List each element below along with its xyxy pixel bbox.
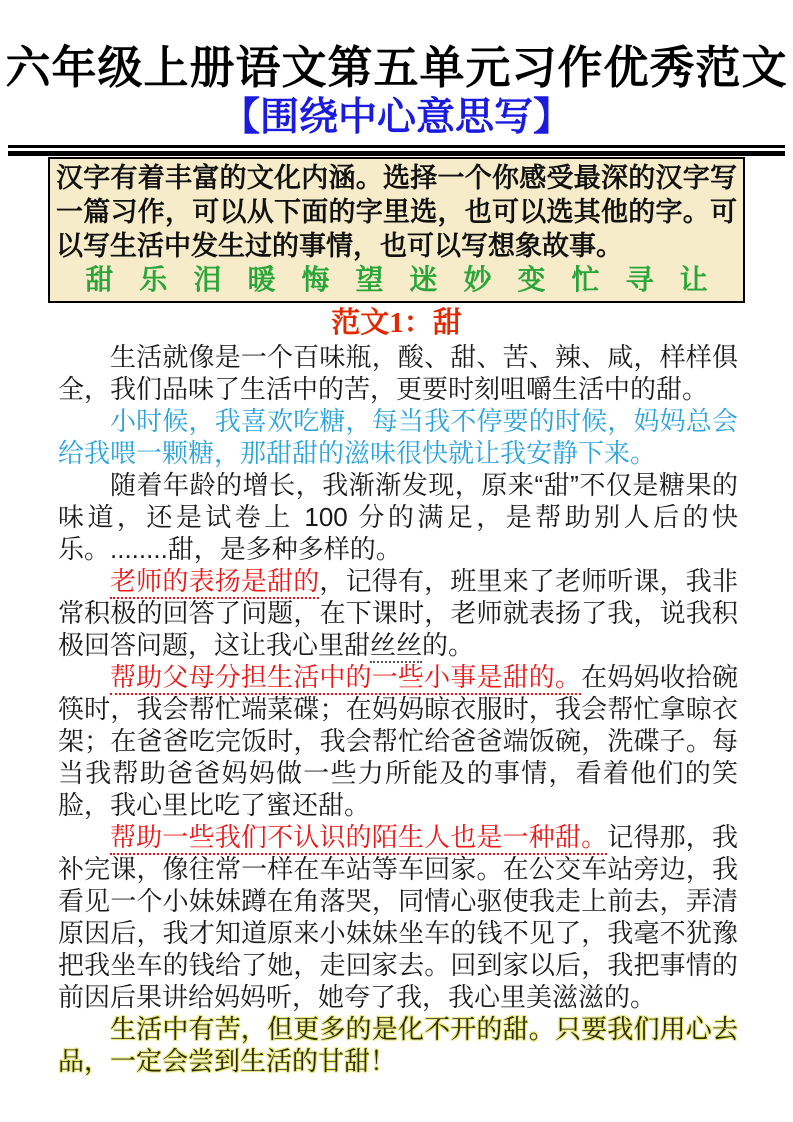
prompt-character: 妙 — [463, 265, 492, 296]
essay-paragraph — [58, 821, 738, 1013]
text-segment-normal: 记得那，我补完课，像往常一样在车站等车回家。在公交车站旁边，我看见一个小妹妹蹲在角落哭，同情心驱使我走上前去，弄清原因后，我才知道原来小妹妹坐车的钱不见了，我毫不犹豫把我坐车的钱给了她，走回家去。回到家以后，我把事情的前因后果讲给妈妈听，她夸了我，我心里美滋滋的。 — [58, 822, 738, 1012]
prompt-character: 乐 — [139, 265, 168, 296]
text-segment-normal: 随着年龄的增长，我渐渐发现，原来“甜”不仅是糖果的味道，还是试卷上 100 分的满足，是帮助别人后的快乐。........甜，是多种多样的。 — [58, 470, 738, 564]
essay-paragraph — [58, 565, 738, 661]
text-segment-normal: 生活就像是一个百味瓶，酸、甜、苦、辣、咸，样样俱全，我们品味了生活中的苦，更要时刻咀嚼生活中的甜。 — [58, 342, 738, 404]
essay-paragraph — [58, 469, 738, 565]
essay-paragraph — [58, 661, 738, 821]
prompt-character: 迷 — [409, 265, 438, 296]
writing-prompt-box — [48, 157, 745, 303]
prompt-character: 望 — [355, 265, 384, 296]
text-segment-red-underline: 帮助父母分担生活中的一些小事是甜的。 — [110, 662, 581, 695]
prompt-character: 甜 — [85, 265, 114, 296]
prompt-character: 暖 — [247, 265, 276, 296]
essay-heading: 范文1：甜 — [331, 307, 462, 339]
text-segment-normal: 在妈妈收拾碗筷时，我会帮忙端菜碟；在妈妈晾衣服时，我会帮忙拿晾衣架；在爸爸吃完饭时，我会帮忙给爸爸端饭碗，洗碟子。每当我帮助爸爸妈妈做一些力所能及的事情，看着他们的笑脸，我心里比吃了蜜还甜。 — [58, 662, 738, 820]
prompt-character: 悔 — [301, 265, 330, 296]
text-segment-blue: 小时候，我喜欢吃糖，每当我不停要的时候，妈妈总会给我喂一颗糖，那甜甜的滋味很快就让我安静下来。 — [58, 406, 738, 468]
text-segment-red-underline: 老师的表扬是甜的 — [110, 566, 319, 599]
text-segment-normal: ，记得有，班里来了老师听课，我非常积极的回答了问题，在下课时，老师就表扬了我，说我积极回答问题，这让我心里甜 — [58, 566, 738, 660]
text-segment-dotted: 丝丝 — [370, 630, 422, 663]
text-segment-red-underline: 帮助一些我们不认识的陌生人也是一种甜。 — [110, 822, 607, 855]
essay-paragraph — [58, 405, 738, 469]
essay-paragraph — [58, 1013, 738, 1077]
prompt-character: 变 — [517, 265, 546, 296]
prompt-character: 泪 — [193, 265, 222, 296]
candidate-characters-row — [56, 265, 737, 297]
essay-paragraph — [58, 341, 738, 405]
prompt-character: 让 — [679, 265, 708, 296]
essay-body — [0, 341, 793, 1077]
page-subtitle: 【围绕中心意思写】 — [220, 96, 572, 139]
text-segment-normal: 的。 — [422, 630, 475, 660]
prompt-character: 忙 — [571, 265, 600, 296]
prompt-character: 寻 — [625, 265, 654, 296]
writing-prompt-text: 汉字有着丰富的文化内涵。选择一个你感受最深的汉字写一篇习作，可以从下面的字里选，也可以选其他的字。可以写生活中发生过的事情，也可以写想象故事。 — [56, 163, 737, 261]
double-rule-divider — [8, 145, 785, 156]
page-title: 六年级上册语文第五单元习作优秀范文 — [5, 43, 788, 93]
text-segment-highlight: 生活中有苦，但更多的是化不开的甜。只要我们用心去品，一定会尝到生活的甘甜！ — [58, 1014, 738, 1076]
